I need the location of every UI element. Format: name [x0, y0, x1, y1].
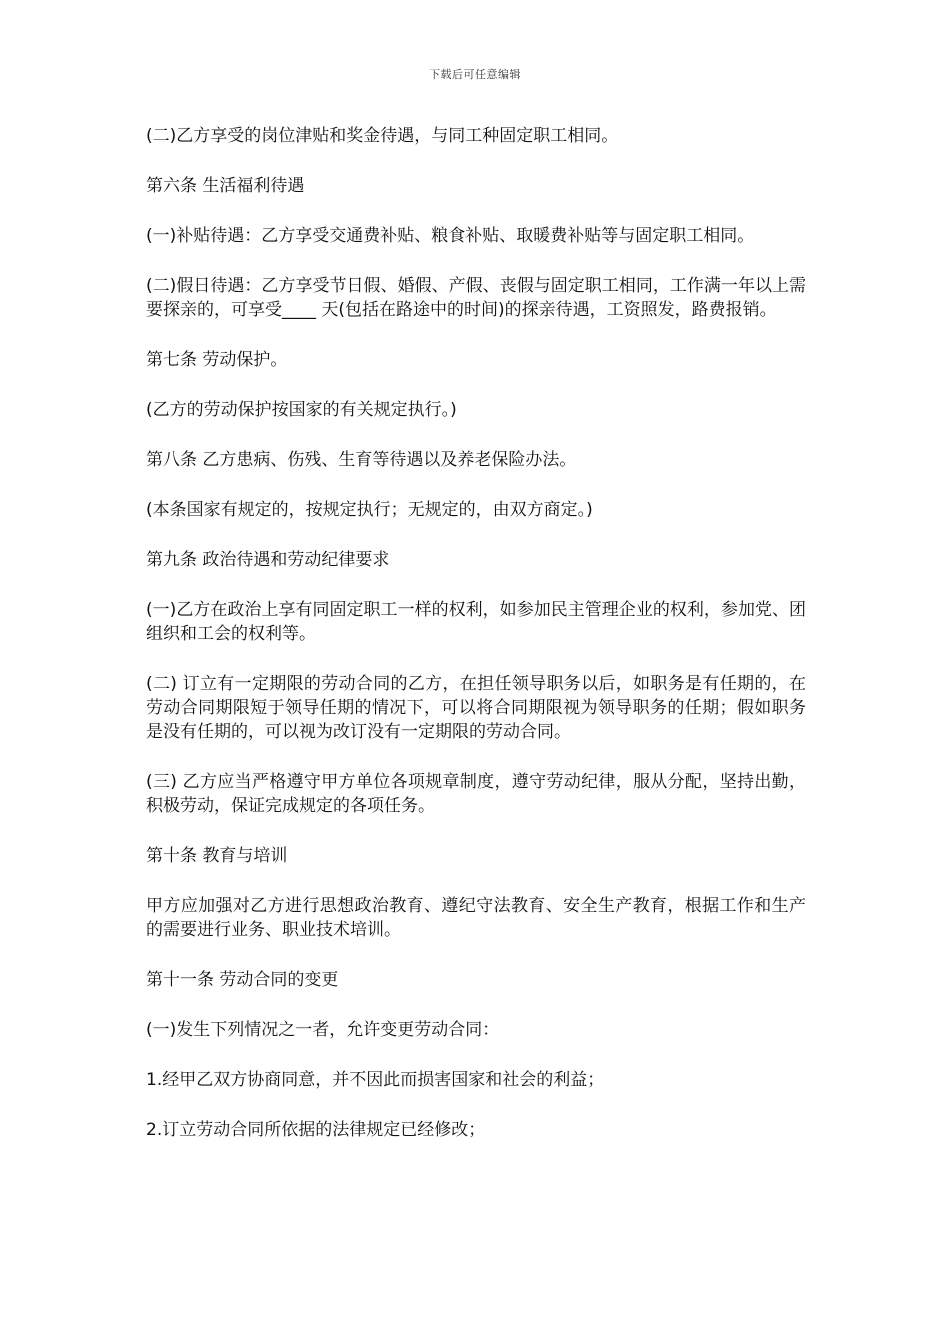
clause-9-2-term: (二) 订立有一定期限的劳动合同的乙方，在担任领导职务以后，如职务是有任期的，在劳动合同期限短于领导任期的情况下，可以将合同期限视为领导职务的任期；假如职务是没有任期的，可以视为改订没有一定期限的劳动合同。 [146, 674, 806, 742]
article-10-heading: 第十条 教育与培训 [146, 846, 288, 866]
clause-10-training: 甲方应加强对乙方进行思想政治教育、遵纪守法教育、安全生产教育，根据工作和生产的需要进行业务、职业技术培训。 [146, 896, 806, 940]
clause-2-2-bonus: (二)乙方享受的岗位津贴和奖金待遇，与同工种固定职工相同。 [146, 126, 619, 146]
page-header: 下载后可任意编辑 [429, 68, 521, 81]
article-6-heading: 第六条 生活福利待遇 [146, 176, 305, 196]
clause-8-note: (本条国家有规定的，按规定执行；无规定的，由双方商定。) [146, 500, 593, 520]
clause-11-1-change: (一)发生下列情况之一者，允许变更劳动合同： [146, 1020, 500, 1040]
article-8-heading: 第八条 乙方患病、伤残、生育等待遇以及养老保险办法。 [146, 450, 577, 470]
article-9-heading: 第九条 政治待遇和劳动纪律要求 [146, 550, 390, 570]
clause-7-note: (乙方的劳动保护按国家的有关规定执行。) [146, 400, 457, 420]
clause-6-2-holiday: (二)假日待遇：乙方享受节日假、婚假、产假、丧假与固定职工相同，工作满一年以上需要探亲的，可享受____ 天(包括在路途中的时间)的探亲待遇，工资照发，路费报销。 [146, 276, 806, 320]
article-7-heading: 第七条 劳动保护。 [146, 350, 288, 370]
clause-11-item-1: 1.经甲乙双方协商同意，并不因此而损害国家和社会的利益； [146, 1070, 605, 1090]
clause-11-item-2: 2.订立劳动合同所依据的法律规定已经修改； [146, 1120, 486, 1140]
document-body [146, 124, 806, 1168]
clause-9-3-discipline: (三) 乙方应当严格遵守甲方单位各项规章制度，遵守劳动纪律，服从分配，坚持出勤，积极劳动，保证完成规定的各项任务。 [146, 772, 806, 816]
article-11-heading: 第十一条 劳动合同的变更 [146, 970, 339, 990]
clause-6-1-subsidy: (一)补贴待遇：乙方享受交通费补贴、粮食补贴、取暖费补贴等与固定职工相同。 [146, 226, 755, 246]
clause-9-1-rights: (一)乙方在政治上享有同固定职工一样的权利，如参加民主管理企业的权利，参加党、团组织和工会的权利等。 [146, 600, 806, 644]
